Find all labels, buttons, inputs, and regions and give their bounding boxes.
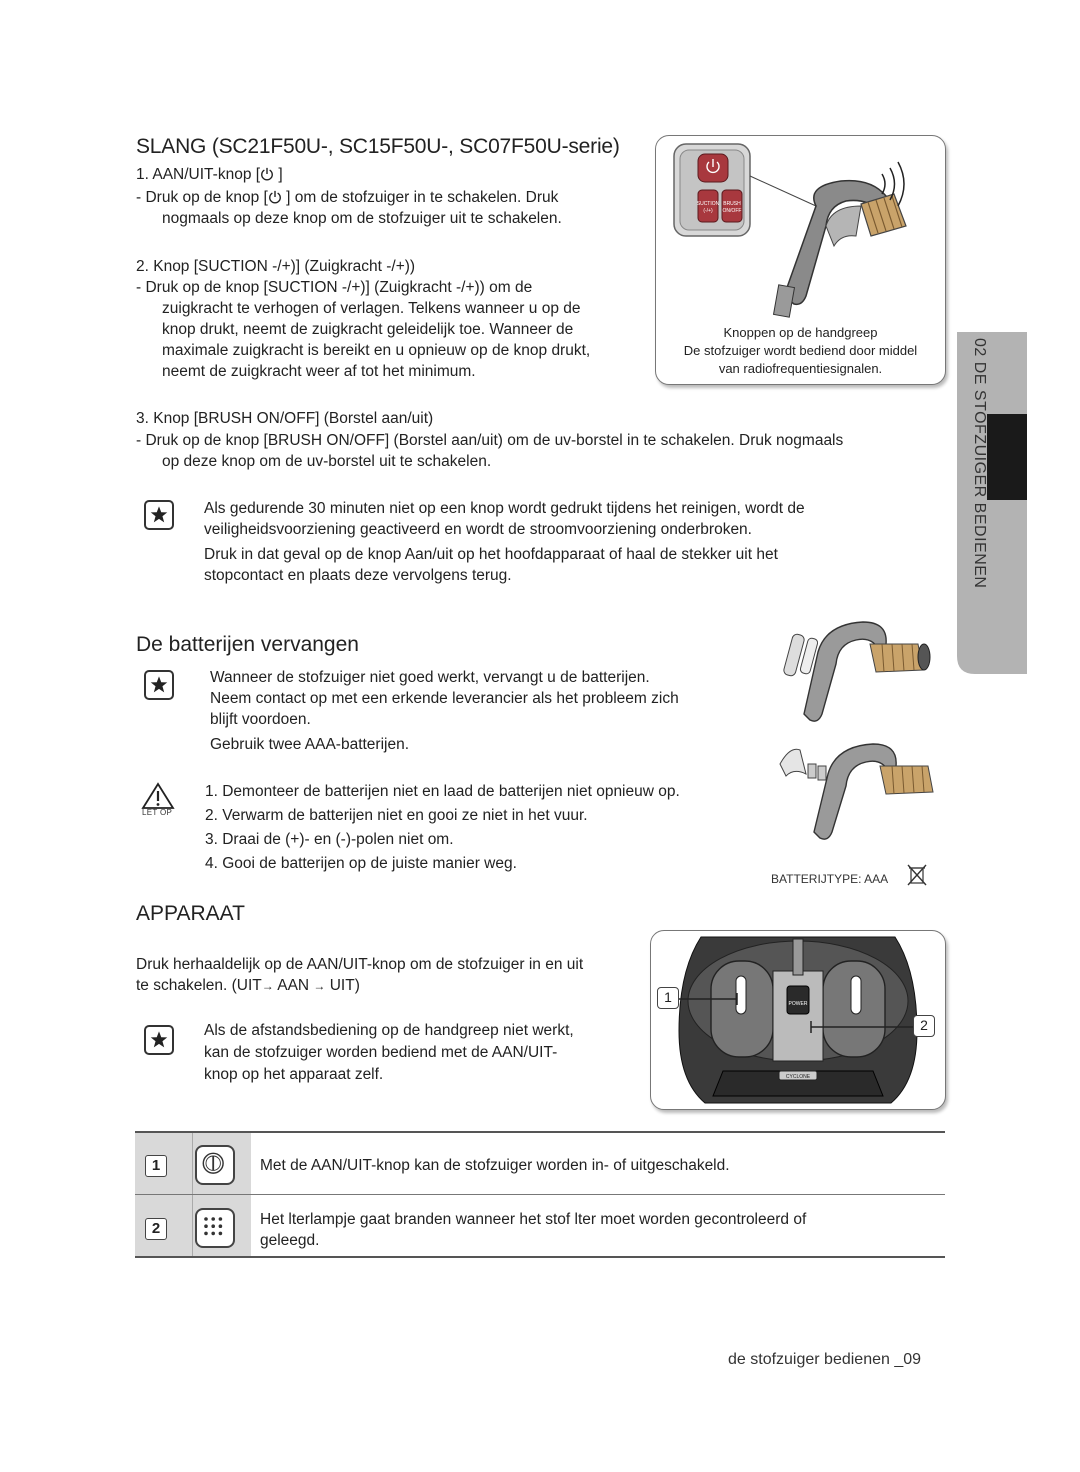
device-desc-2-mid: AAN: [273, 977, 314, 994]
battery-note-3: blijft voordoen.: [210, 711, 311, 728]
battery-section-title: De batterijen vervangen: [136, 633, 359, 656]
device-note-1: Als de afstandsbediening op de handgreep niet werkt,: [204, 1022, 574, 1039]
device-desc-2-start: te schakelen. (UIT: [136, 977, 262, 994]
device-note-3: knop op het apparaat zelf.: [204, 1066, 384, 1083]
table-top-border: [135, 1131, 945, 1133]
arrow-icon: →: [261, 979, 274, 993]
table-col-divider: [192, 1133, 193, 1257]
row-text: Met de AAN/UIT-knop kan de stofzuiger worden in- of uitgeschakeld.: [260, 1157, 730, 1174]
note-text-2: veiligheidsvoorziening geactiveerd en wordt de stroomvoorziening onderbroken.: [204, 521, 752, 538]
handle-buttons-figure: [655, 135, 946, 385]
caption-3: van radiofrequentiesignalen.: [718, 361, 883, 376]
remote-brush-sub: ON/OFF: [722, 208, 742, 214]
power-icon: [268, 190, 282, 204]
row-text-1: Het lterlampje gaat branden wanneer het stof lter moet worden gecontroleerd of: [260, 1211, 807, 1228]
brand-logo: CYCLONE: [785, 1074, 811, 1080]
chapter-tab-label: 02 DE STOFZUIGER BEDIENEN: [971, 338, 988, 589]
device-section-title: APPARAAT: [136, 902, 245, 925]
handle-illustration: [656, 136, 945, 326]
row-number: 2: [145, 1218, 167, 1240]
hose-section-title: SLANG (SC21F50U-, SC15F50U-, SC07F50U-serie): [136, 135, 620, 158]
battery-replacement-illustration: [778, 614, 943, 844]
battery-note-icon: [144, 670, 174, 700]
item1-desc-line2: nogmaals op deze knop om de stofzuiger uit te schakelen.: [162, 210, 562, 227]
item2-desc-3: knop drukt, neemt de zuigkracht geleidelijk toe. Wanneer de: [162, 321, 574, 338]
device-desc-2-end: UIT): [325, 977, 360, 994]
note-text-1: Als gedurende 30 minuten niet op een knop wordt gedrukt tijdens het reinigen, wordt de: [204, 500, 805, 517]
battery-note-2: Neem contact op met een erkende leverancier als het probleem zich: [210, 690, 679, 707]
note-icon: [144, 500, 174, 530]
table-row-divider: [135, 1194, 945, 1195]
callout-1: 1: [657, 987, 679, 1009]
power-icon: [260, 167, 274, 181]
caption-1: Knoppen op de handgreep: [723, 325, 878, 340]
battery-type-label: BATTERIJTYPE: AAA: [771, 872, 889, 886]
row-number: 1: [145, 1155, 167, 1177]
page-footer: de stofzuiger bedienen _09: [728, 1351, 922, 1368]
caution-item-4: 4. Gooi de batterijen op de juiste manier weg.: [205, 855, 517, 872]
note-text-4: stopcontact en plaats deze vervolgens terug.: [204, 567, 512, 584]
device-note-2: kan de stofzuiger worden bediend met de AAN/UIT-: [204, 1044, 558, 1061]
device-desc-2: [136, 975, 360, 997]
item1-title-end: ]: [274, 166, 283, 183]
item1-desc-text: - Druk op de knop [: [136, 189, 268, 206]
item1-title-text: 1. AAN/UIT-knop [: [136, 166, 261, 183]
warning-icon: [141, 782, 175, 810]
item2-desc-4: maximale zuigkracht is bereikt en u opnieuw op de knop drukt,: [162, 342, 591, 359]
caption-2: De stofzuiger wordt bediend door middel: [683, 343, 918, 358]
item3-desc-1: - Druk op de knop [BRUSH ON/OFF] (Borstel aan/uit) om de uv-borstel in te schakelen. Druk nogmaals: [136, 432, 844, 449]
item3-title: 3. Knop [BRUSH ON/OFF] (Borstel aan/uit): [136, 410, 434, 427]
item3-desc-2: op deze knop om de uv-borstel uit te schakelen.: [162, 453, 492, 470]
item1-desc-text-end: ] om de stofzuiger in te schakelen. Druk: [281, 189, 559, 206]
callout-2: 2: [913, 1015, 935, 1037]
item1-desc: [136, 187, 558, 208]
battery-note-extra: Gebruik twee AAA-batterijen.: [210, 736, 410, 753]
filter-lamp-icon: [195, 1208, 235, 1248]
caution-item-2: 2. Verwarm de batterijen niet en gooi ze niet in het vuur.: [205, 807, 588, 824]
caution-item-1: 1. Demonteer de batterijen niet en laad de batterijen niet opnieuw op.: [205, 783, 680, 800]
table-bottom-border: [135, 1256, 945, 1258]
remote-suction-label: SUCTION: [696, 201, 720, 207]
remote-suction-sub: (-/+): [703, 208, 713, 214]
caution-item-3: 3. Draai de (+)- en (-)-polen niet om.: [205, 831, 454, 848]
item2-desc-2: zuigkracht te verhogen of verlagen. Telkens wanneer u op de: [162, 300, 581, 317]
power-button-label: POWER: [788, 1001, 808, 1007]
device-note-icon: [144, 1025, 174, 1055]
item2-desc-5: neemt de zuigkracht weer af tot het minimum.: [162, 363, 476, 380]
vacuum-top-illustration: [651, 931, 945, 1109]
row-text-2: geleegd.: [260, 1232, 320, 1249]
battery-note-1: Wanneer de stofzuiger niet goed werkt, vervangt u de batterijen.: [210, 669, 650, 686]
item2-title: 2. Knop [SUCTION -/+)] (Zuigkracht -/+)): [136, 258, 416, 275]
device-figure: [650, 930, 946, 1110]
note-text-3: Druk in dat geval op de knop Aan/uit op het hoofdapparaat of haal de stekker uit het: [204, 546, 778, 563]
item1-title: [136, 164, 283, 185]
item2-desc-1: - Druk op de knop [SUCTION -/+)] (Zuigkracht -/+)) om de: [136, 279, 533, 296]
device-desc-1: Druk herhaaldelijk op de AAN/UIT-knop om de stofzuiger in en uit: [136, 956, 584, 973]
remote-brush-label: BRUSH: [723, 201, 741, 207]
crossed-bin-icon: [906, 863, 928, 887]
arrow-icon: →: [313, 979, 326, 993]
caution-label: LET OP: [142, 808, 173, 817]
power-button-icon: [195, 1145, 235, 1185]
